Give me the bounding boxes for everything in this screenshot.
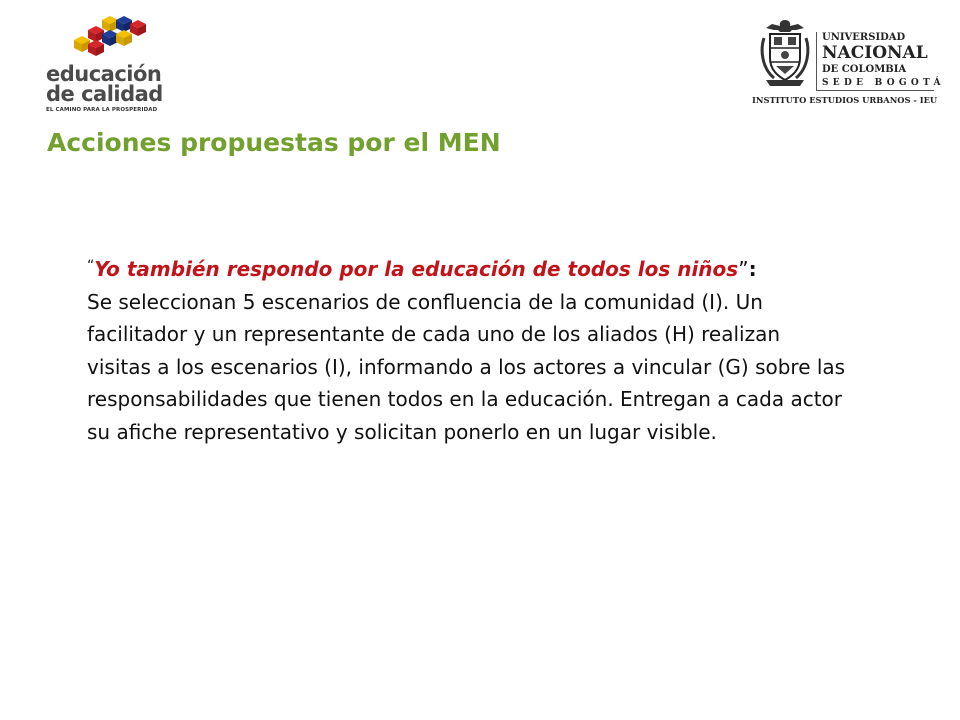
quote-open-mark: “	[87, 258, 95, 274]
quote-close-mark: ”	[738, 257, 749, 281]
logo-universidad: UNIVERSIDAD	[822, 32, 906, 43]
quote-text: Yo también respondo por la educación de todos los niños	[94, 257, 739, 281]
slide-body	[87, 250, 847, 448]
logo-de-colombia: DE COLOMBIA	[822, 64, 907, 75]
logo-nacional: NACIONAL	[822, 43, 928, 63]
cubes-logo-icon	[68, 14, 158, 64]
logo-institute: INSTITUTO ESTUDIOS URBANOS - IEU	[752, 95, 938, 105]
slide-title: Acciones propuestas por el MEN	[47, 128, 501, 157]
logo-divider-vertical	[816, 32, 817, 90]
logo-divider-horizontal	[816, 90, 934, 91]
logo-sede-bogota: SEDE BOGOTÁ	[822, 78, 945, 88]
coat-of-arms-icon	[758, 18, 812, 88]
educacion-de-calidad-logo	[40, 14, 163, 113]
logo-line-2: de calidad	[46, 82, 163, 106]
logo-line-1: educación	[46, 62, 162, 86]
quote-colon: :	[748, 257, 757, 281]
universidad-nacional-logo	[752, 18, 945, 113]
body-paragraph: Se seleccionan 5 escenarios de confluencia de la comunidad (I). Un facilitador y un representante de cada uno de los aliados (H) realizan visitas a los escenarios (I), informando a los actores a vincular (G) sobre las responsabilidades que tienen todos en la educación. Entregan a cada actor su afiche representativo y solicitan ponerlo en un lugar visible.	[87, 289, 846, 444]
logo-tagline: EL CAMINO PARA LA PROSPERIDAD	[46, 107, 158, 113]
